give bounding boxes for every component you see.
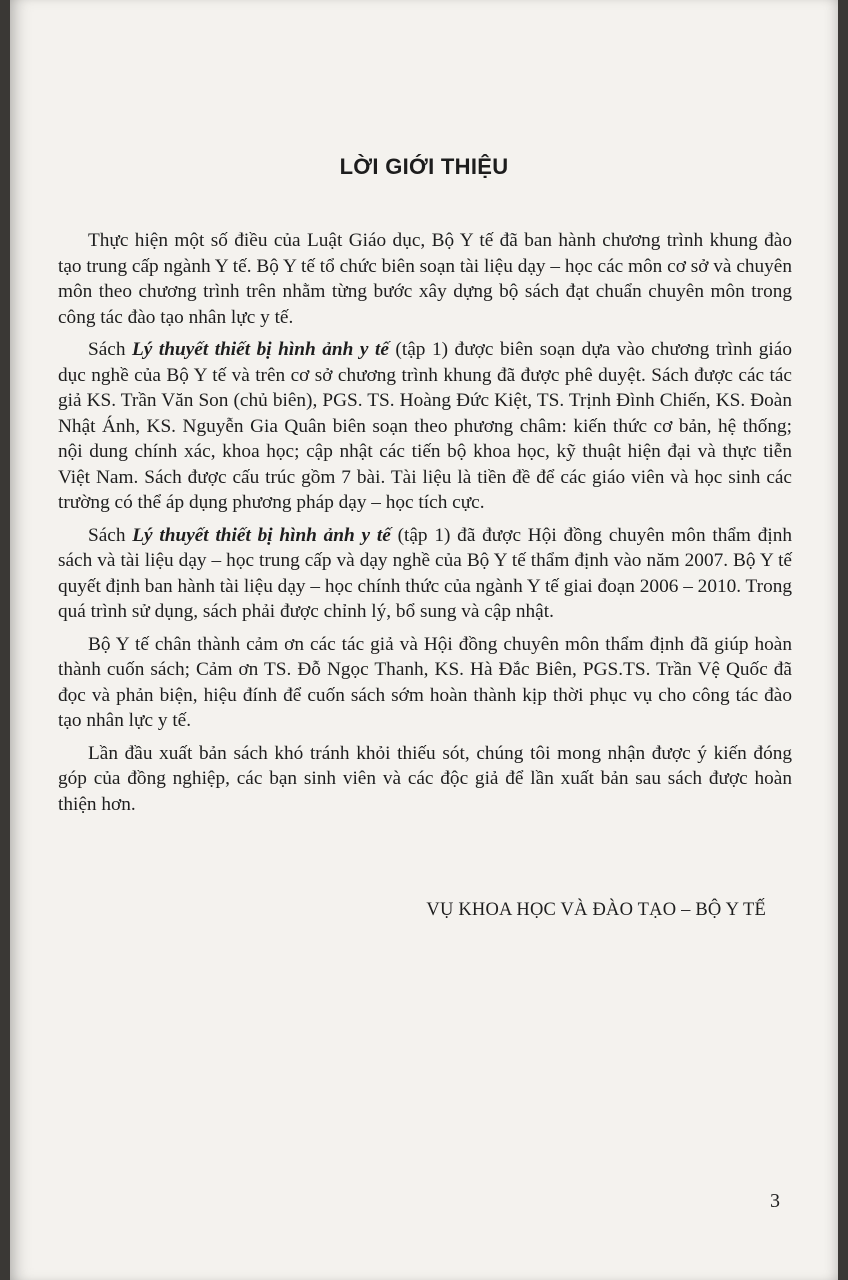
paragraph-5: [58, 741, 792, 818]
body-text: [58, 228, 792, 824]
book-page: [10, 0, 838, 1280]
page-title: LỜI GIỚI THIỆU: [339, 154, 509, 179]
paragraph-3-text: (tập 1) đã được Hội đồng chuyên môn thẩm định sách và tài liệu dạy – học trung cấp và dạy nghề của Bộ Y tế thẩm định vào năm 2007. Bộ Y tế quyết định ban hành tài liệu dạy – học chính thức của ngành Y tế giai đoạn 2006 – 2010. Trong quá trình sử dụng, sách phải được chỉnh lý, bổ sung và cập nhật.: [58, 524, 792, 622]
paragraph-3: [58, 523, 792, 625]
book-title-italic: Lý thuyết thiết bị hình ảnh y tế: [132, 339, 389, 360]
book-title-italic: Lý thuyết thiết bị hình ảnh y tế: [132, 524, 391, 546]
paragraph-5-text: Lần đầu xuất bản sách khó tránh khỏi thiếu sót, chúng tôi mong nhận được ý kiến đóng góp của đồng nghiệp, các bạn sinh viên và các độc giả để lần xuất bản sau sách được hoàn thiện hơn.: [58, 742, 792, 815]
paragraph-1-text: Thực hiện một số điều của Luật Giáo dục, Bộ Y tế đã ban hành chương trình khung đào tạo trung cấp ngành Y tế. Bộ Y tế tổ chức biên soạn tài liệu dạy – học các môn cơ sở và chuyên môn theo chương trình trên nhằm từng bước xây dựng bộ sách đạt chuẩn chuyên môn trong công tác đào tạo nhân lực y tế.: [58, 230, 792, 328]
paragraph-2-lead: Sách: [88, 339, 133, 360]
paragraph-3-lead: Sách: [88, 524, 133, 546]
paragraph-4-text: Bộ Y tế chân thành cảm ơn các tác giả và Hội đồng chuyên môn thẩm định đã giúp hoàn thành cuốn sách; Cảm ơn TS. Đỗ Ngọc Thanh, KS. Hà Đắc Biên, PGS.TS. Trần Vệ Quốc đã đọc và phản biện, hiệu đính để cuốn sách sớm hoàn thành kịp thời phục vụ cho công tác đào tạo nhân lực y tế.: [58, 633, 792, 731]
page-number: 3: [770, 1190, 780, 1212]
signature: VỤ KHOA HỌC VÀ ĐÀO TẠO – BỘ Y TẾ: [426, 900, 766, 920]
paragraph-1: [58, 228, 792, 330]
paragraph-2-text: (tập 1) được biên soạn dựa vào chương trình giáo dục nghề của Bộ Y tế và trên cơ sở chương trình khung đã được phê duyệt. Sách được các tác giả KS. Trần Văn Son (chủ biên), PGS. TS. Hoàng Đức Kiệt, TS. Trịnh Đình Chiến, KS. Đoàn Nhật Ánh, KS. Nguyễn Gia Quân biên soạn theo phương châm: kiến thức cơ bản, hệ thống; nội dung chính xác, khoa học; cập nhật các tiến bộ khoa học, kỹ thuật hiện đại và thực tiễn Việt Nam. Sách được cấu trúc gồm 7 bài. Tài liệu là tiền đề để các giáo viên và học sinh các trường có thể áp dụng phương pháp dạy – học tích cực.: [58, 339, 792, 513]
paragraph-2: [58, 337, 792, 516]
paragraph-4: [58, 632, 792, 734]
